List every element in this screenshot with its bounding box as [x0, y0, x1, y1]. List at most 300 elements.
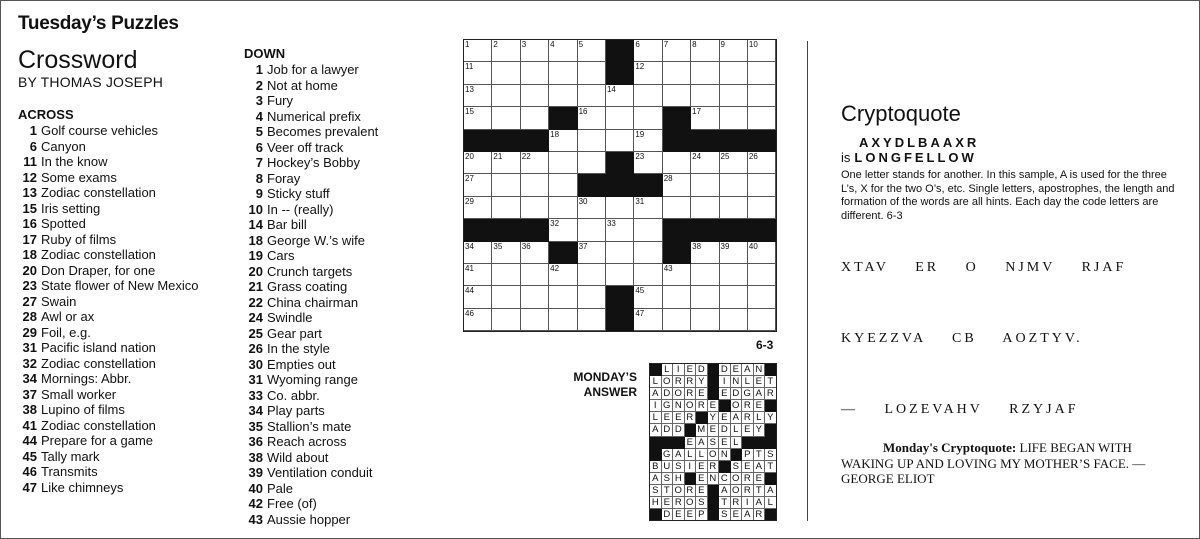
across-clue-47 [18, 480, 199, 496]
across-clue-12 [18, 170, 199, 186]
grid-cell[interactable] [492, 174, 520, 196]
grid-cell[interactable] [663, 174, 691, 196]
grid-cell[interactable] [691, 152, 719, 174]
answer-cell: Y [696, 376, 708, 388]
grid-cell[interactable] [748, 85, 776, 107]
grid-cell[interactable] [663, 264, 691, 286]
clue-text: Aussie hopper [267, 511, 351, 527]
clue-number: 38 [248, 449, 263, 465]
cell-number: 46 [465, 308, 474, 318]
clue-text: In the style [267, 341, 330, 356]
grid-cell[interactable] [720, 152, 748, 174]
grid-cell[interactable] [691, 107, 719, 129]
answer-cell: E [685, 437, 697, 449]
answer-cell: A [754, 388, 766, 400]
down-clue-24 [244, 310, 378, 326]
clue-text: Pacific island nation [41, 340, 156, 355]
answer-cell: A [754, 461, 766, 473]
across-clue-15 [18, 201, 199, 217]
down-clue-list [244, 62, 378, 527]
grid-cell[interactable] [748, 242, 776, 264]
grid-cell[interactable] [663, 40, 691, 62]
answer-cell: P [696, 509, 708, 521]
down-clue-22 [244, 295, 378, 311]
answer-cell: S [662, 473, 674, 485]
grid-cell[interactable] [634, 85, 662, 107]
clue-text: Empties out [267, 356, 336, 372]
answer-cell: R [742, 485, 754, 497]
across-clue-23 [18, 278, 199, 294]
cryptoquote-line-3: — LOZEVAHV RZYJAF [841, 402, 1079, 417]
grid-cell[interactable] [521, 40, 549, 62]
grid-cell[interactable] [634, 107, 662, 129]
clue-number: 42 [248, 496, 263, 511]
grid-cell[interactable] [549, 85, 577, 107]
crossword-grid[interactable] [463, 39, 777, 332]
grid-cell[interactable] [578, 85, 606, 107]
answer-cell: L [731, 424, 743, 436]
down-clues [244, 46, 378, 527]
grid-cell[interactable] [521, 152, 549, 174]
down-clue-33 [244, 388, 378, 404]
grid-cell[interactable] [578, 130, 606, 152]
cell-number: 30 [578, 196, 588, 206]
black-square [606, 309, 634, 331]
answer-cell: I [719, 376, 731, 388]
answer-cell: E [742, 461, 754, 473]
grid-cell[interactable] [464, 62, 492, 84]
grid-cell[interactable] [549, 264, 577, 286]
answer-cell: L [696, 449, 708, 461]
grid-cell[interactable] [720, 242, 748, 264]
grid-cell[interactable] [691, 242, 719, 264]
grid-cell[interactable] [634, 62, 662, 84]
clue-number: 31 [248, 372, 263, 387]
answer-cell: E [754, 473, 766, 485]
down-clue-5 [244, 124, 378, 140]
grid-cell[interactable] [492, 85, 520, 107]
grid-cell[interactable] [606, 197, 634, 219]
answer-cell: E [696, 473, 708, 485]
grid-cell[interactable] [720, 174, 748, 196]
answer-cell: H [673, 473, 685, 485]
grid-date-code: 6-3 [756, 338, 774, 352]
clue-number: 14 [248, 217, 263, 232]
grid-cell[interactable] [634, 152, 662, 174]
grid-cell[interactable] [634, 264, 662, 286]
answer-cell: N [731, 376, 743, 388]
cell-number: 8 [692, 40, 697, 49]
grid-cell[interactable] [464, 286, 492, 308]
clue-text: Grass coating [267, 279, 348, 294]
grid-cell[interactable] [578, 62, 606, 84]
cell-number: 9 [720, 40, 725, 49]
grid-cell[interactable] [663, 62, 691, 84]
grid-cell[interactable] [606, 242, 634, 264]
black-square [492, 130, 520, 152]
grid-cell[interactable] [663, 197, 691, 219]
down-clue-19 [244, 248, 378, 264]
answer-cell: T [765, 461, 777, 473]
clue-text: Reach across [267, 434, 347, 449]
answer-black-square [765, 424, 777, 436]
black-square [606, 40, 634, 62]
grid-cell[interactable] [549, 309, 577, 331]
grid-cell[interactable] [634, 286, 662, 308]
column-divider [807, 41, 808, 521]
cell-number: 5 [578, 40, 584, 49]
clue-text: Zodiac constellation [41, 185, 156, 200]
black-square [748, 219, 776, 241]
grid-cell[interactable] [464, 174, 492, 196]
grid-cell[interactable] [634, 197, 662, 219]
grid-cell[interactable] [748, 40, 776, 62]
grid-cell[interactable] [578, 286, 606, 308]
answer-cell: E [696, 485, 708, 497]
grid-cell[interactable] [720, 309, 748, 331]
clue-text: Awl or ax [41, 309, 95, 324]
answer-black-square [708, 376, 720, 388]
cryptoquote-sample-answer [841, 150, 977, 165]
answer-cell: T [765, 376, 777, 388]
grid-cell[interactable] [606, 219, 634, 241]
across-clue-37 [18, 387, 199, 403]
grid-cell[interactable] [720, 85, 748, 107]
black-square [606, 152, 634, 174]
clue-text: Veer off track [267, 139, 344, 155]
grid-cell[interactable] [691, 85, 719, 107]
clue-text: Ruby of films [41, 231, 117, 247]
grid-cell[interactable] [464, 85, 492, 107]
answer-cell: O [662, 376, 674, 388]
clue-text: Cars [267, 248, 295, 263]
black-square [634, 174, 662, 196]
across-clue-29 [18, 325, 199, 341]
cell-number: 34 [465, 241, 474, 251]
answer-cell: E [685, 364, 697, 376]
answer-cell: E [696, 461, 708, 473]
answer-cell: L [742, 376, 754, 388]
answer-cell: I [650, 400, 662, 412]
answer-black-square [719, 461, 731, 473]
across-clue-44 [18, 433, 199, 449]
clue-text: Co. abbr. [267, 387, 320, 403]
grid-cell[interactable] [492, 309, 520, 331]
grid-cell[interactable] [464, 197, 492, 219]
answer-cell: O [673, 388, 685, 400]
grid-cell[interactable] [578, 309, 606, 331]
cell-number: 17 [692, 107, 702, 117]
answer-cell: E [719, 412, 731, 424]
grid-cell[interactable] [691, 174, 719, 196]
grid-cell[interactable] [492, 40, 520, 62]
clue-number: 12 [22, 169, 37, 185]
clue-number: 41 [22, 417, 37, 433]
grid-cell[interactable] [578, 40, 606, 62]
clue-text: Numerical prefix [267, 108, 361, 124]
grid-cell[interactable] [521, 174, 549, 196]
grid-cell[interactable] [663, 85, 691, 107]
monday-cryptoquote-answer [841, 440, 1181, 487]
grid-cell[interactable] [464, 264, 492, 286]
cell-number: 28 [663, 174, 673, 184]
clue-text: Stallion’s mate [267, 418, 352, 434]
down-clue-8 [244, 171, 378, 187]
down-clue-20 [244, 264, 378, 280]
answer-cell: I [685, 461, 697, 473]
grid-cell[interactable] [663, 286, 691, 308]
monday-label-line2: ANSWER [583, 385, 637, 399]
clue-text: Foray [267, 170, 301, 186]
monday-answer-label [541, 370, 637, 400]
grid-cell[interactable] [691, 264, 719, 286]
black-square [464, 130, 492, 152]
grid-cell[interactable] [691, 62, 719, 84]
grid-cell[interactable] [748, 107, 776, 129]
answer-black-square [650, 364, 662, 376]
grid-cell[interactable] [492, 264, 520, 286]
grid-cell[interactable] [748, 197, 776, 219]
answer-cell: U [662, 461, 674, 473]
answer-cell: E [731, 509, 743, 521]
answer-black-square [765, 364, 777, 376]
answer-cell: N [719, 449, 731, 461]
grid-cell[interactable] [634, 130, 662, 152]
clue-text: Foil, e.g. [41, 324, 91, 340]
grid-cell[interactable] [691, 286, 719, 308]
cell-number: 13 [465, 84, 474, 94]
black-square [663, 219, 691, 241]
grid-cell[interactable] [748, 309, 776, 331]
grid-cell[interactable] [549, 197, 577, 219]
grid-cell[interactable] [634, 309, 662, 331]
down-clue-42 [244, 496, 378, 512]
answer-cell: E [754, 400, 766, 412]
grid-cell[interactable] [578, 219, 606, 241]
cell-number: 4 [550, 40, 555, 49]
clue-number: 33 [248, 387, 263, 403]
grid-cell[interactable] [521, 286, 549, 308]
grid-cell[interactable] [663, 152, 691, 174]
grid-cell[interactable] [464, 107, 492, 129]
grid-cell[interactable] [492, 62, 520, 84]
across-clue-17 [18, 232, 199, 248]
answer-cell: O [731, 473, 743, 485]
grid-cell[interactable] [720, 197, 748, 219]
grid-cell[interactable] [521, 242, 549, 264]
grid-cell[interactable] [606, 264, 634, 286]
grid-cell[interactable] [691, 197, 719, 219]
clue-number: 15 [22, 200, 37, 216]
grid-cell[interactable] [549, 174, 577, 196]
clue-text: Zodiac constellation [41, 355, 156, 371]
grid-cell[interactable] [606, 85, 634, 107]
cell-number: 26 [748, 151, 758, 161]
down-clue-26 [244, 341, 378, 357]
cell-number: 23 [635, 151, 645, 161]
grid-cell[interactable] [634, 219, 662, 241]
grid-cell[interactable] [578, 107, 606, 129]
answer-cell: O [685, 497, 697, 509]
down-clue-30 [244, 357, 378, 373]
cell-number: 33 [606, 219, 616, 229]
clue-number: 39 [248, 465, 263, 480]
grid-cell[interactable] [748, 152, 776, 174]
grid-cell[interactable] [663, 309, 691, 331]
clue-number: 26 [248, 341, 263, 356]
black-square [606, 62, 634, 84]
answer-cell: R [708, 461, 720, 473]
cell-number: 16 [578, 107, 588, 117]
across-clue-41 [18, 418, 199, 434]
grid-cell[interactable] [578, 242, 606, 264]
answer-cell: D [731, 388, 743, 400]
cell-number: 43 [663, 263, 673, 273]
cryptoquote-instructions: One letter stands for another. In this sample, A is used for the three L’s, X for the two O’s, etc. Single letters, apostrophes, the length and formation of the words are all hints. Each day the code letters are different. 6-3 [841, 169, 1175, 222]
grid-cell[interactable] [492, 242, 520, 264]
clue-text: Tally mark [41, 448, 100, 464]
grid-cell[interactable] [521, 107, 549, 129]
answer-cell: G [662, 400, 674, 412]
grid-cell[interactable] [748, 264, 776, 286]
clue-text: In the know [41, 154, 108, 169]
grid-cell[interactable] [720, 62, 748, 84]
grid-cell[interactable] [606, 107, 634, 129]
down-clue-18 [244, 233, 378, 249]
grid-cell[interactable] [549, 62, 577, 84]
cell-number: 40 [748, 241, 758, 251]
grid-cell[interactable] [720, 40, 748, 62]
down-heading: DOWN [244, 46, 286, 61]
grid-cell[interactable] [464, 242, 492, 264]
grid-cell[interactable] [748, 174, 776, 196]
grid-cell[interactable] [492, 152, 520, 174]
grid-cell[interactable] [521, 62, 549, 84]
answer-cell: A [673, 449, 685, 461]
clue-text: Sticky stuff [267, 186, 330, 201]
grid-cell[interactable] [634, 40, 662, 62]
black-square [578, 174, 606, 196]
clue-number: 20 [248, 263, 263, 279]
grid-cell[interactable] [578, 264, 606, 286]
grid-cell[interactable] [549, 152, 577, 174]
grid-cell[interactable] [549, 40, 577, 62]
cell-number: 11 [465, 62, 474, 72]
grid-cell[interactable] [464, 152, 492, 174]
cell-number: 3 [521, 40, 527, 49]
cell-number: 14 [606, 84, 616, 94]
clue-number: 43 [248, 511, 263, 527]
grid-cell[interactable] [748, 62, 776, 84]
grid-cell[interactable] [578, 197, 606, 219]
clue-text: Spotted [41, 216, 86, 231]
answer-cell: E [662, 412, 674, 424]
answer-black-square [754, 437, 766, 449]
clue-text: Pale [267, 480, 294, 496]
grid-cell[interactable] [521, 197, 549, 219]
cryptoquote-line-1: XTAV ER O NJMV RJAF [841, 260, 1127, 275]
down-clue-35 [244, 419, 378, 435]
clue-number: 24 [248, 310, 263, 325]
answer-cell: N [754, 364, 766, 376]
clue-number: 6 [255, 139, 263, 155]
cryptoquote-title: Cryptoquote [841, 101, 961, 126]
down-clue-39 [244, 465, 378, 481]
answer-cell: B [650, 461, 662, 473]
answer-cell: E [719, 437, 731, 449]
cell-number: 31 [635, 196, 645, 206]
crossword-byline: BY THOMAS JOSEPH [18, 74, 164, 90]
clue-number: 8 [255, 170, 263, 186]
clue-number: 29 [22, 324, 37, 340]
grid-cell[interactable] [521, 309, 549, 331]
grid-cell[interactable] [720, 286, 748, 308]
clue-text: Zodiac constellation [41, 247, 156, 262]
answer-black-square [685, 424, 697, 436]
grid-cell[interactable] [492, 197, 520, 219]
answer-cell: D [662, 388, 674, 400]
cell-number: 22 [521, 151, 531, 161]
grid-cell[interactable] [720, 264, 748, 286]
grid-cell[interactable] [492, 107, 520, 129]
grid-cell[interactable] [464, 309, 492, 331]
black-square [549, 107, 577, 129]
answer-cell: Y [754, 424, 766, 436]
answer-cell: D [662, 424, 674, 436]
down-clue-21 [244, 279, 378, 295]
clue-text: Wyoming range [267, 372, 358, 387]
answer-cell: S [719, 509, 731, 521]
answer-cell: E [685, 509, 697, 521]
grid-cell[interactable] [521, 85, 549, 107]
black-square [663, 107, 691, 129]
black-square [663, 130, 691, 152]
clue-number: 46 [22, 464, 37, 479]
grid-cell[interactable] [606, 130, 634, 152]
cell-number: 20 [465, 151, 474, 161]
grid-cell[interactable] [521, 264, 549, 286]
answer-cell: A [696, 437, 708, 449]
black-square [748, 130, 776, 152]
grid-cell[interactable] [464, 40, 492, 62]
answer-cell: G [662, 449, 674, 461]
across-clue-13 [18, 185, 199, 201]
grid-cell[interactable] [578, 152, 606, 174]
grid-cell[interactable] [634, 242, 662, 264]
grid-cell[interactable] [748, 286, 776, 308]
answer-black-square [765, 473, 777, 485]
grid-cell[interactable] [549, 286, 577, 308]
grid-cell[interactable] [691, 40, 719, 62]
answer-cell: O [731, 400, 743, 412]
clue-number: 31 [22, 340, 37, 355]
clue-number: 23 [22, 278, 37, 293]
answer-cell: H [650, 497, 662, 509]
grid-cell[interactable] [691, 309, 719, 331]
grid-cell[interactable] [720, 107, 748, 129]
clue-number: 4 [255, 108, 263, 124]
grid-cell[interactable] [549, 130, 577, 152]
clue-number: 30 [248, 356, 263, 372]
answer-cell: R [742, 473, 754, 485]
answer-cell: E [708, 400, 720, 412]
answer-cell: P [742, 449, 754, 461]
answer-cell: E [719, 388, 731, 400]
answer-cell: S [708, 437, 720, 449]
grid-cell[interactable] [549, 219, 577, 241]
answer-cell: T [754, 449, 766, 461]
grid-cell[interactable] [492, 286, 520, 308]
